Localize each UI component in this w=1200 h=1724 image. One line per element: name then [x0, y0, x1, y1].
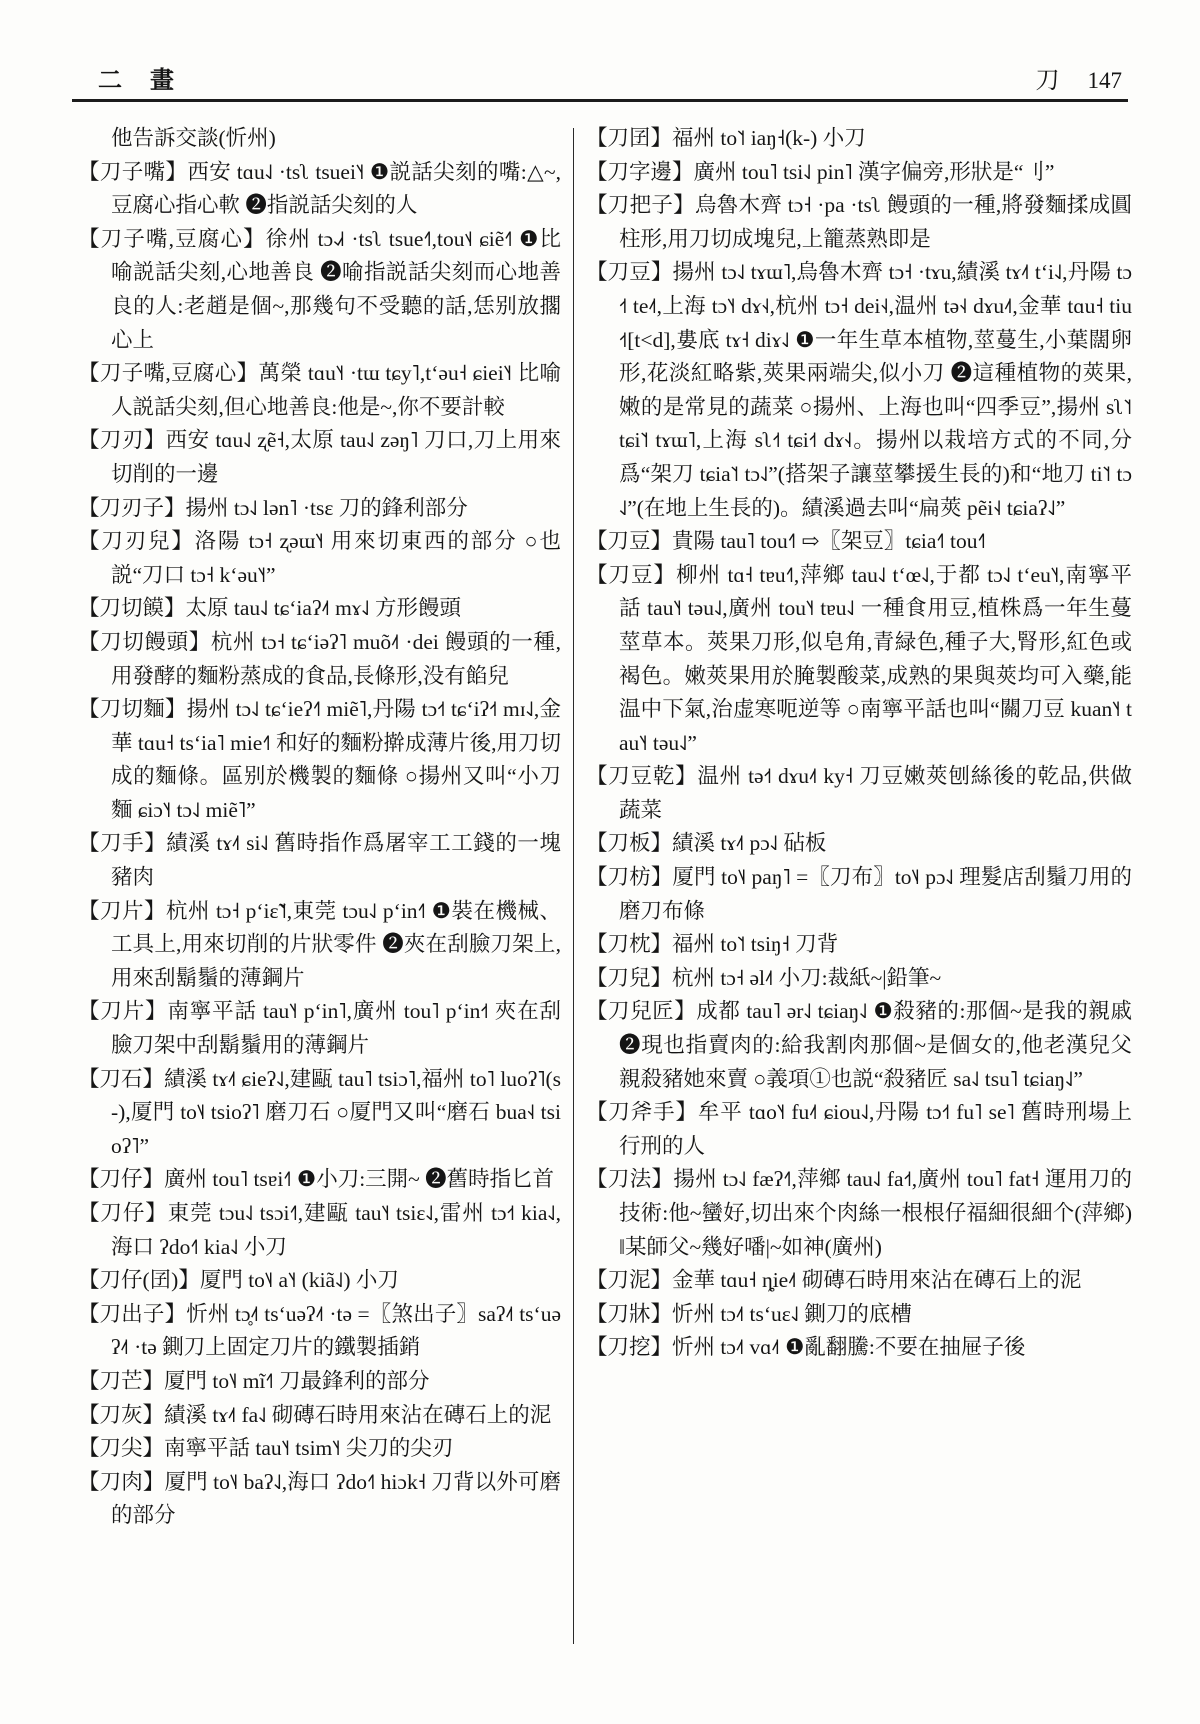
text-columns: [78, 122, 1132, 1644]
dictionary-entry: 【刀子嘴,豆腐心】徐州 tɔ˨˩˧ ·tsʅ tsue˧˥,tou˦˨ ɕiẽ˧˥ ❶比喻説話尖刻,心地善良 ❷喻指説話尖刻而心地善良的人:老趙是個~,那幾句不受聽的話,恁别放擱心上: [78, 226, 561, 352]
running-head-radical: 刀: [1035, 68, 1062, 94]
dictionary-entry: 【刀挖】忻州 tɔ˨˦ vɑ˨˦ ❶亂翻騰:不要在抽屉子後: [586, 1335, 1026, 1360]
dictionary-entry: 【刀牀】忻州 tɔ˨˦ tsʻuɛ˨˩ 鍘刀的底槽: [586, 1301, 912, 1326]
dictionary-entry: 【刀斧手】牟平 tɑo˥˧ fu˨˦ ɕiou˨˩,丹陽 tɔ˧˦ fu˥ se˥ 舊時刑場上行刑的人: [586, 1100, 1132, 1158]
dictionary-entry: 【刀片】杭州 tɔ˧ pʻiɛ̃˥˦,東莞 tɔu˨˩ pʻin˧˥ ❶裝在機械、工具上,用來切削的片狀零件 ❷夾在刮臉刀架上,用來刮鬍鬚的薄鋼片: [78, 898, 561, 990]
dictionary-entry: 【刀豆乾】温州 tə˧˦ dɤu˨˦ ky˧ 刀豆嫩莢刨絲後的乾品,供做蔬菜: [586, 764, 1132, 822]
dictionary-entry: 【刀刃】西安 tɑu˨˩ ʐẽ˧,太原 tau˨˩ zəŋ˥ 刀口,刀上用來切削的一邊: [78, 428, 561, 486]
dictionary-entry: 【刀手】績溪 tɤ˨˦ si˨˩ 舊時指作爲屠宰工工錢的一塊豬肉: [78, 831, 561, 890]
column-divider: [573, 128, 574, 1644]
dictionary-entry: 【刀灰】績溪 tɤ˨˦ fa˨˩ 砌磚石時用來沾在磚石上的泥: [78, 1402, 552, 1427]
dictionary-entry: 【刀豆】揚州 tɔ˨˩ tɤɯ˥,烏魯木齊 tɔ˧ ·tɤu,績溪 tɤ˨˦ tʻi˨˩,丹陽 tɔ˧˦ te˨˦,上海 tɔ˥˧ dɤ˧˨,杭州 tɔ˧ dei˧˨,温州 tə˧˨ dɤu˨˦,金華 tɑu˧ tiu˧˦[t<d],婁底 tɤ˧ diɤ˨˩ ❶一年生草本植物,莖蔓生,小葉闊卵形,花淡紅略紫,莢果兩端尖,似小刀 ❷這種植物的莢果,嫩的是常見的蔬菜 ○揚州、上海也叫“四季豆”,揚州 sʅ˥˦ tɕi˥˦ tɤɯ˥,上海 sʅ˧˦ tɕi˧˦ dɤ˧˨。揚州以栽培方式的不同,分爲“架刀 tɕia˥˦ tɔ˨˩”(搭架子讓莖攀援生長的)和“地刀 ti˥˦ tɔ˨˩”(在地上生長的)。績溪過去叫“扁莢 pẽi˧˨ tɕiaʔ˨˩”: [586, 260, 1132, 520]
dictionary-entry: 【刀囝】福州 to˥˦ iaŋ˧(k-) 小刀: [586, 126, 866, 150]
running-head-right: [1036, 60, 1123, 95]
dictionary-entry: 【刀仔】東莞 tɔu˨˩ tsɔi˧˥,建甌 tau˥˧ tsiɛ˨˩,雷州 tɔ˧˦ kia˨˩,海口 ʔdo˧˥ kia˨˩ 小刀: [78, 1201, 561, 1259]
dictionary-entry: 【刀肉】厦門 to˥˨ baʔ˨˩,海口 ʔdo˧˥ hiɔk˧ 刀背以外可磨的部分: [78, 1469, 561, 1528]
dictionary-entry: 【刀法】揚州 tɔ˨˩ fæʔ˧˥,萍鄉 tau˨˩ fa˧˦,廣州 tou˥ fat˧ 運用刀的技術:他~蠻好,切出來个肉絲一根根仔福細很細个(萍鄉)‖某師父~幾好噃|~如神(廣州): [586, 1167, 1132, 1259]
dictionary-entry: 【刀仔(囝)】厦門 to˥˨ a˥˧ (kiã˨˩) 小刀: [78, 1268, 399, 1293]
header-rule: [72, 99, 1128, 102]
dictionary-entry: 【刀泥】金華 tɑu˧ ȵie˨˦ 砌磚石時用來沾在磚石上的泥: [586, 1268, 1082, 1293]
dictionary-entry: 【刀枋】厦門 to˥˨ paŋ˥ =〖刀布〗to˥˨ pɔ˨˩ 理髮店刮鬚刀用的磨刀布條: [586, 865, 1132, 923]
dictionary-entry: 【刀刃子】揚州 tɔ˨˩ lən˥ ·tsɛ 刀的鋒利部分: [78, 495, 468, 520]
dictionary-entry: 【刀子嘴】西安 tɑu˨˩ ·tsʅ tsuei˥˧ ❶説話尖刻的嘴:△~,豆腐心指心軟 ❷指説話尖刻的人: [78, 159, 561, 218]
dictionary-entry: 【刀出子】忻州 tɔ̥˨˦ tsʻuəʔ˨˦ ·tə =〖煞出子〗saʔ˨˦ tsʻuəʔ˨˦ ·tə 鍘刀上固定刀片的鐵製插銷: [78, 1301, 561, 1360]
dictionary-entry: 【刀切饅頭】杭州 tɔ˧ tɕʻiəʔ˥ muõ˨˦ ·dei 饅頭的一種,用發酵的麵粉蒸成的食品,長條形,没有餡兒: [78, 629, 561, 688]
dictionary-entry: 【刀豆】貴陽 tau˥ tou˧˥ ⇨〖架豆〗tɕia˧˥ tou˧˥: [586, 529, 986, 554]
dictionary-entry: 【刀片】南寧平話 tau˥˧ pʻin˥,廣州 tou˥ pʻin˧˦ 夾在刮臉刀架中刮鬍鬚用的薄鋼片: [78, 999, 561, 1058]
right-column: [586, 122, 1132, 1365]
running-head-section: 二 畫: [98, 68, 176, 94]
dictionary-entry: 【刀兒匠】成都 tau˥ ər˨˩ tɕiaŋ˨˩ ❶殺豬的:那個~是我的親戚 ❷現也指賣肉的:給我割肉那個~是個女的,他老漢兒父親殺豬她來賣 ○義項①也説“殺豬匠 sa˨˩ tsu˥ tɕiaŋ˨˩”: [586, 999, 1132, 1091]
page-number: 147: [1087, 68, 1122, 93]
dictionary-entry: 【刀板】績溪 tɤ˨˦ pɔ˨˩ 砧板: [586, 831, 827, 856]
dictionary-entry: 【刀字邊】廣州 tou˥ tsi˨˩ pin˥ 漢字偏旁,形狀是“刂”: [586, 159, 1055, 184]
left-column: [78, 122, 561, 1533]
dictionary-entry: 【刀石】績溪 tɤ˨˦ ɕieʔ˨˩,建甌 tau˥ tsiɔ˥,福州 to˥ luoʔ˥(s-),厦門 to˥˨ tsioʔ˥ 磨刀石 ○厦門又叫“磨石 bua˧˨ tsioʔ˥”: [78, 1066, 561, 1158]
dictionary-entry: 【刀芒】厦門 to˥˨ mĩ˧˥ 刀最鋒利的部分: [78, 1368, 430, 1393]
continuation-line: 他告訴交談(忻州): [111, 126, 276, 150]
dictionary-entry: 【刀子嘴,豆腐心】萬榮 tɑu˥˧ ·tɯ tɕy˥,tʻəu˧ ɕiei˥˧ 比喻人説話尖刻,但心地善良:他是~,你不要計較: [78, 361, 561, 419]
dictionary-entry: 【刀把子】烏魯木齊 tɔ˧ ·pa ·tsʅ 饅頭的一種,將發麵揉成圓柱形,用刀切成塊兒,上籠蒸熟即是: [586, 193, 1132, 251]
dictionary-entry: 【刀刃兒】洛陽 tɔ˧ ʐəɯ˥˧ 用來切東西的部分 ○也説“刀口 tɔ˧ kʻəu˥˧”: [78, 529, 561, 587]
page-header: [98, 60, 1122, 95]
dictionary-entry: 【刀仔】廣州 tou˥ tsɐi˧˥ ❶小刀:三開~ ❷舊時指匕首: [78, 1167, 555, 1192]
dictionary-entry: 【刀切饃】太原 tau˨˩ tɕʻiaʔ˨˦ mɤ˨˩ 方形饅頭: [78, 596, 461, 621]
dictionary-entry: 【刀兒】杭州 tɔ˧ əl˨˦ 小刀:裁紙~|鉛筆~: [586, 965, 942, 990]
dictionary-entry: 【刀切麵】揚州 tɔ˨˩ tɕʻieʔ˧˥ miẽ˥,丹陽 tɔ˧˦ tɕʻiʔ˧˦ mɪ˨˩,金華 tɑu˧ tsʻia˥ mie˧˥ 和好的麵粉擀成薄片後,用刀切成的麵條。區别於機製的麵條 ○揚州又叫“小刀麵 ɕiɔ˥˧ tɔ˨˩ miẽ˥”: [78, 697, 561, 822]
dictionary-entry: 【刀尖】南寧平話 tau˥˧ tsim˥˧ 尖刀的尖刃: [78, 1436, 454, 1461]
dictionary-entry: 【刀豆】柳州 tɑ˧ tɐu˧˥,萍鄉 tau˨˩ tʻœ˨˩,于都 tɔ˨˩ tʻeu˥˧,南寧平話 tau˥˧ təu˨˩,廣州 tou˥˧ tɐu˨˩ 一種食用豆,植株爲一年生蔓莖草本。莢果刀形,似皂角,青緑色,種子大,腎形,紅色或褐色。嫩莢果用於腌製酸菜,成熟的果與莢均可入藥,能温中下氣,治虚寒呃逆等 ○南寧平話也叫“關刀豆 kuan˥˧ tau˥˧ təu˨˩”: [586, 562, 1132, 755]
dictionary-entry: 【刀枕】福州 to˥˦ tsiŋ˧ 刀背: [586, 932, 839, 957]
